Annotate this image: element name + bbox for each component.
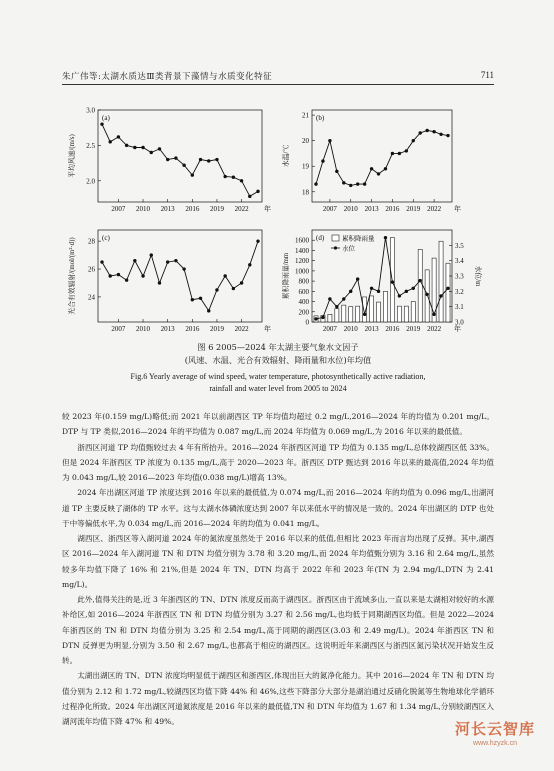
water-level-point xyxy=(405,290,408,293)
rain-bar xyxy=(370,296,374,322)
y-tick-label: 800 xyxy=(298,277,309,286)
chart-panel xyxy=(281,110,461,213)
data-point xyxy=(370,167,373,170)
x-tick-label: 2013 xyxy=(364,325,379,333)
data-point xyxy=(166,260,169,263)
water-level-point xyxy=(425,293,428,296)
water-level-point xyxy=(328,297,331,300)
rain-bar xyxy=(383,291,387,322)
data-point xyxy=(158,147,161,150)
data-point xyxy=(141,146,144,149)
x-tick-label: 2022 xyxy=(234,325,249,333)
x-tick-label: 2007 xyxy=(111,325,126,333)
data-point xyxy=(133,259,136,262)
x-tick-label: 2019 xyxy=(406,325,421,333)
y-tick-label: 0 xyxy=(305,318,309,327)
data-point xyxy=(158,281,161,284)
data-point xyxy=(150,253,153,256)
data-point xyxy=(398,152,401,155)
data-point xyxy=(405,149,408,152)
x-tick-label: 2007 xyxy=(111,205,126,213)
x-tick-label: 2022 xyxy=(427,325,442,333)
panel-label: (b) xyxy=(316,114,325,122)
data-point xyxy=(384,167,387,170)
paragraph: 浙西区河道 TP 均值甄较过去 4 年有所抬升。2016—2024 年浙西区河道 TP 均值为 0.135 mg/L,总体较湖西区低 33%。但是 2024 年浙西区 TP 浓度为 0.135 mg/L,高于 2020—2023 年。浙西区 DTP 甄达到 2016 年以来的最高值,2024 年均值为 0.043 mg/L,较 2016—2023 年均值(0.038 mg/L)增高 13%。 xyxy=(62,442,494,482)
data-point xyxy=(412,139,415,142)
caption-en-line1: Fig.6 Yearly average of wind speed, water temperature, photosynthetically active radiation, xyxy=(130,372,426,381)
x-tick-label: 2010 xyxy=(136,325,151,333)
x-unit-label: 年 xyxy=(264,205,271,213)
y-tick-label: 20 xyxy=(302,137,309,146)
x-tick-label: 2019 xyxy=(209,325,224,333)
data-point xyxy=(439,133,442,136)
y2-tick-label: 3.1 xyxy=(455,303,464,312)
panel-label: (a) xyxy=(102,114,110,122)
x-tick-label: 2016 xyxy=(385,325,400,333)
data-point xyxy=(335,170,338,173)
data-point xyxy=(328,139,331,142)
paragraph: 2024 年出湖区河道 TP 浓度达到 2016 年以来的最低值,为 0.074 mg/L,而 2016—2024 年的均值为 0.096 mg/L,出湖河道 TP 主要反映了湖体的 TP 水平。这与太湖水体磷浓度达到 2007 年以来低水平的情况是一致的。2024 年出湖区的 DTP 也处于中等偏低水平,为 0.034 mg/L,而 2016—2024 年的均值为 0.041 mg/L。 xyxy=(62,488,494,528)
y-tick-label: 3.0 xyxy=(86,106,95,115)
y-tick-label: 1000 xyxy=(295,267,309,276)
data-point xyxy=(232,176,235,179)
rain-bar xyxy=(446,263,450,322)
paragraph: 较 2023 年(0.159 mg/L)略低;而 2021 年以前湖西区 TP 年均值均超过 0.2 mg/L,2016—2024 年的均值为 0.201 mg/L。DTP 与 TP 类似,2016—2024 年的平均值为 0.087 mg/L,而 2024 年均值为 0.069 mg/L,为 2016 年以来的最低值。 xyxy=(62,412,494,437)
paragraph: 此外,值得关注的是,近 3 年浙西区的 TN、DTN 浓度反而高于湖西区。浙西区由于流域多山,一直以来是太湖相对较好的水源补给区,如 2016—2024 年浙西区 TN 和 DTN 均值分别为 3.27 和 2.56 mg/L,也均低于同期湖西区均值。但是 2022—2024 年浙西区的 TN 和 DTN 均值分别为 3.25 和 2.54 mg/L,高于同期的湖西区(3.03 和 2.49 mg/L)。2024 年浙西区 TN 和 DTN 反弹更为明显,分别为 3.50 和 2.67 mg/L,也都高于相应的湖西区。这说明近年来湖西区与浙西区氮污染状况开始发生反转。 xyxy=(62,595,494,665)
y-tick-label: 400 xyxy=(298,298,309,307)
x-tick-label: 2022 xyxy=(234,205,249,213)
data-point xyxy=(215,288,218,291)
water-level-point xyxy=(321,316,324,319)
data-point xyxy=(150,151,153,154)
figure-caption-cn xyxy=(62,341,494,367)
data-point xyxy=(125,278,128,281)
data-point xyxy=(191,173,194,176)
y-axis-label: 水温/℃ xyxy=(283,144,290,168)
y-tick-label: 200 xyxy=(298,308,309,317)
data-point xyxy=(109,274,112,277)
x-tick-label: 2013 xyxy=(160,205,175,213)
x-tick-label: 2016 xyxy=(185,325,200,333)
y2-axis-label: 水位/m xyxy=(474,265,481,287)
x-unit-label: 年 xyxy=(454,325,461,333)
data-point xyxy=(223,274,226,277)
caption-cn-line1: 图 6 2005—2024 年太湖主要气象水文因子 xyxy=(197,342,359,352)
data-point xyxy=(256,190,259,193)
rain-bar xyxy=(342,305,346,322)
data-point xyxy=(232,287,235,290)
water-level-point xyxy=(384,236,387,239)
plot-frame xyxy=(312,230,452,322)
x-tick-label: 2007 xyxy=(322,325,337,333)
legend-label: 水位 xyxy=(342,245,355,253)
chart-panel xyxy=(67,107,271,214)
running-title: 朱广伟等:太湖水质达Ⅲ类背景下藻情与水质变化特征 xyxy=(62,72,273,82)
panel-label: (c) xyxy=(102,234,110,242)
water-level-point xyxy=(419,279,422,282)
caption-en-line2: rainfall and water level from 2005 to 2024 xyxy=(209,384,347,393)
data-point xyxy=(342,181,345,184)
water-level-point xyxy=(439,294,442,297)
plot-frame xyxy=(98,110,262,202)
x-tick-label: 2016 xyxy=(185,205,200,213)
y-tick-label: 1400 xyxy=(295,246,309,255)
water-level-point xyxy=(446,287,449,290)
page-number: 711 xyxy=(480,70,494,80)
x-tick-label: 2007 xyxy=(322,205,337,213)
y2-tick-label: 3.2 xyxy=(455,287,464,296)
rain-bar xyxy=(411,302,415,322)
y-tick-label: 26 xyxy=(88,265,95,274)
data-point xyxy=(425,129,428,132)
data-point xyxy=(240,281,243,284)
water-level-point xyxy=(432,313,435,316)
x-tick-label: 2013 xyxy=(364,205,379,213)
rain-bar xyxy=(439,241,443,322)
rain-bar xyxy=(328,314,332,322)
figure-caption-en xyxy=(62,371,494,395)
series-line xyxy=(102,124,258,196)
data-point xyxy=(248,263,251,266)
y-tick-label: 1600 xyxy=(295,236,309,245)
rain-bar xyxy=(432,258,436,322)
panel-label: (d) xyxy=(316,234,325,242)
water-level-point xyxy=(335,305,338,308)
data-point xyxy=(174,259,177,262)
data-point xyxy=(100,122,103,125)
data-point xyxy=(182,164,185,167)
header-rule xyxy=(62,84,494,85)
data-point xyxy=(391,152,394,155)
y-axis-label: 光合有效辐射/(mol/(m²·d)) xyxy=(69,237,76,315)
water-level-point xyxy=(398,294,401,297)
x-tick-label: 2010 xyxy=(343,205,358,213)
y-tick-label: 19 xyxy=(302,162,309,171)
x-tick-label: 2010 xyxy=(136,205,151,213)
data-point xyxy=(223,175,226,178)
data-point xyxy=(446,134,449,137)
y-tick-label: 18 xyxy=(302,188,309,197)
rain-bar xyxy=(404,306,408,322)
x-tick-label: 2010 xyxy=(343,325,358,333)
y-tick-label: 2.5 xyxy=(86,141,95,150)
data-point xyxy=(100,260,103,263)
rain-bar xyxy=(349,307,353,322)
paragraph: 太湖出湖区的 TN、DTN 浓度均明显低于湖西区和浙西区,体现出巨大的氮净化能力。其中 2016—2024 年 TN 和 DTN 均值分别为 2.12 和 1.72 mg/L,较湖西区均值下降 44% 和 46%,这些下降部分大部分是湖泊通过反硝化脱氮等生物地球化学循环过程净化所致。2024 年出湖区河道氮浓度是 2016 年以来的最低值,TN 和 DTN 年均值为 1.67 和 1.34 mg/L,分别较湖西区入湖河流年均值下降 47% 和 49%。 xyxy=(62,671,494,726)
y-tick-label: 28 xyxy=(88,237,95,246)
water-level-point xyxy=(356,277,359,280)
y2-tick-label: 3.3 xyxy=(455,272,464,281)
series-line xyxy=(102,241,258,311)
data-point xyxy=(240,179,243,182)
figure-6 xyxy=(62,96,494,336)
data-point xyxy=(117,273,120,276)
data-point xyxy=(349,184,352,187)
y2-tick-label: 3.0 xyxy=(455,318,464,327)
water-level-point xyxy=(412,287,415,290)
data-point xyxy=(125,144,128,147)
data-point xyxy=(256,239,259,242)
body-text xyxy=(62,409,494,729)
x-tick-label: 2016 xyxy=(385,205,400,213)
y-tick-label: 1200 xyxy=(295,257,309,266)
data-point xyxy=(356,182,359,185)
data-point xyxy=(174,156,177,159)
y2-tick-label: 3.4 xyxy=(455,257,464,266)
water-level-point xyxy=(349,290,352,293)
rain-bar xyxy=(397,306,401,322)
x-tick-label: 2022 xyxy=(427,205,442,213)
water-level-point xyxy=(370,287,373,290)
water-level-point xyxy=(377,290,380,293)
caption-cn-line2: (风速、水温、光合有效辐射、降雨量和水位)年均值 xyxy=(184,355,372,365)
data-point xyxy=(199,158,202,161)
plot-frame xyxy=(98,230,262,322)
data-point xyxy=(199,297,202,300)
water-level-point xyxy=(314,317,317,320)
data-point xyxy=(117,135,120,138)
data-point xyxy=(314,182,317,185)
data-point xyxy=(141,274,144,277)
water-level-point xyxy=(342,297,345,300)
data-point xyxy=(321,159,324,162)
chart-panel xyxy=(281,230,483,333)
x-unit-label: 年 xyxy=(264,325,271,333)
rain-bar xyxy=(356,306,360,322)
data-point xyxy=(248,195,251,198)
watermark-name: 河长云智库 xyxy=(454,720,535,738)
y-axis-label: 累积降雨量/mm xyxy=(283,252,290,300)
legend-bar-swatch xyxy=(332,235,339,241)
chart-panel xyxy=(67,230,271,333)
watermark-url: www.hzyzk.cn xyxy=(473,740,517,747)
data-point xyxy=(133,146,136,149)
data-point xyxy=(109,140,112,143)
data-point xyxy=(215,158,218,161)
rain-bar xyxy=(418,249,422,322)
rain-bar xyxy=(335,309,339,322)
y2-tick-label: 3.5 xyxy=(455,241,464,250)
legend-marker xyxy=(334,246,337,249)
paragraph: 湖西区、浙西区等入湖河道 2024 年的氮浓度虽然处于 2016 年以来的低值,但相比 2023 年而言均出现了反弹。其中,湖西区 2016—2024 年入湖河道 TN 和 DTN 均值分别为 3.78 和 3.20 mg/L,而 2024 年均值甄分别为 3.16 和 2.64 mg/L,虽然较多年均值下降了 16% 和 21%,但是 2024 年 TN、DTN 均高于 2022 年和 2023 年(TN 为 2.94 mg/L,DTN 为 2.41 mg/L)。 xyxy=(62,534,494,589)
data-point xyxy=(432,130,435,133)
legend-label: 累积降雨量 xyxy=(342,235,375,243)
data-point xyxy=(191,298,194,301)
x-unit-label: 年 xyxy=(454,205,461,213)
data-point xyxy=(207,159,210,162)
data-point xyxy=(363,182,366,185)
y-tick-label: 2.0 xyxy=(86,177,95,186)
series-line xyxy=(316,130,448,185)
x-tick-label: 2019 xyxy=(406,205,421,213)
x-tick-label: 2019 xyxy=(209,205,224,213)
data-point xyxy=(377,172,380,175)
rain-bar xyxy=(376,302,380,322)
y-tick-label: 24 xyxy=(88,293,95,302)
data-point xyxy=(182,267,185,270)
data-point xyxy=(419,131,422,134)
y-axis-label: 平均风速/(m/s) xyxy=(69,134,76,178)
data-point xyxy=(207,309,210,312)
y-tick-label: 21 xyxy=(302,111,309,120)
watermark-logo xyxy=(440,718,550,747)
water-level-point xyxy=(363,313,366,316)
x-tick-label: 2013 xyxy=(160,325,175,333)
data-point xyxy=(166,158,169,161)
water-level-point xyxy=(391,280,394,283)
y-tick-label: 600 xyxy=(298,287,309,296)
